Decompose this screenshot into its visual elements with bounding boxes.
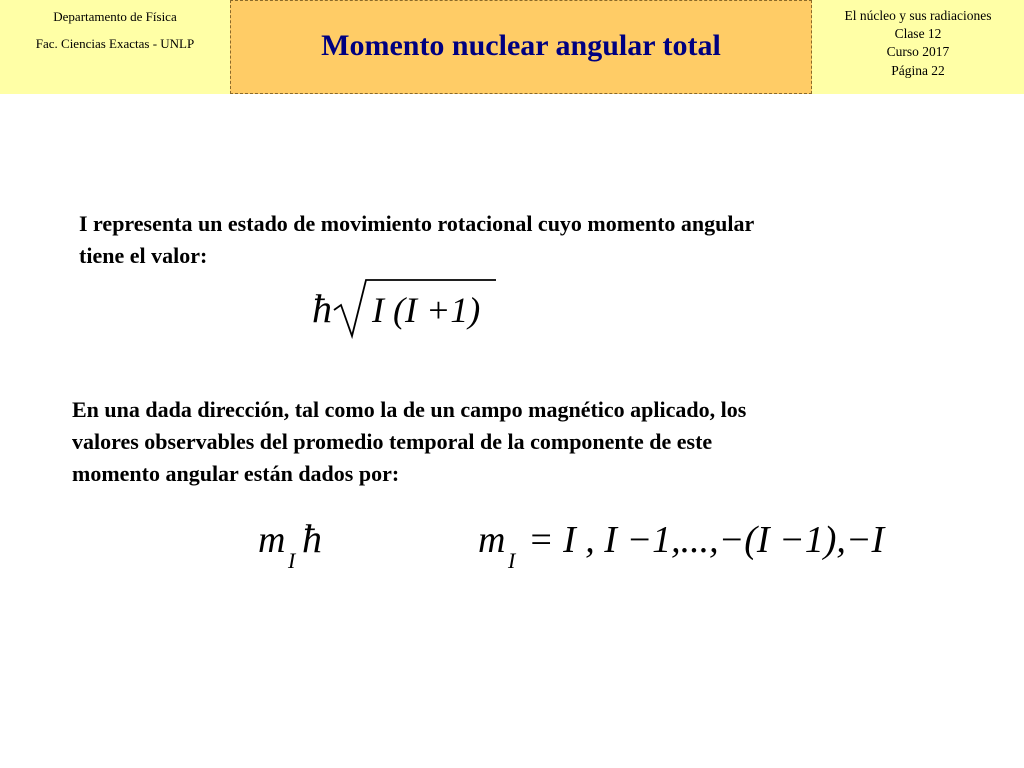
equation-mi-values	[470, 508, 910, 588]
course-year: Curso 2017	[886, 44, 950, 60]
paragraph-line: valores observables del promedio temporal de la componente de este	[72, 429, 713, 454]
department-name: Departamento de Física	[53, 9, 177, 24]
paragraph-line: En una dada dirección, tal como la de un campo magnético aplicado, los	[72, 397, 747, 422]
equation-mi-hbar	[250, 508, 360, 588]
equation-hbar-sqrt	[300, 272, 520, 342]
faculty-name: Fac. Ciencias Exactas - UNLP	[35, 35, 195, 51]
header-title-box	[230, 0, 812, 94]
m-symbol: m	[258, 519, 286, 561]
paragraph-line: I representa un estado de movimiento rotacional cuyo momento angular	[79, 211, 755, 236]
paragraph-angular-momentum	[79, 208, 754, 272]
header-left-box	[0, 0, 230, 94]
m-symbol: m	[478, 519, 506, 561]
sqrt-radicand: I (I +1)	[372, 290, 481, 330]
page-title: Momento nuclear angular total	[321, 29, 721, 62]
subscript-i: I	[288, 548, 296, 573]
subscript-i: I	[508, 548, 516, 573]
paragraph-projection	[72, 394, 746, 490]
paragraph-line: momento angular están dados por:	[72, 461, 400, 486]
course-name: El núcleo y sus radiaciones	[844, 8, 992, 23]
class-number: Clase 12	[894, 26, 942, 42]
mi-values-list: = I , I −1,...,−(I −1),−I	[528, 519, 885, 561]
hbar-symbol: ħ	[302, 516, 322, 561]
paragraph-line: tiene el valor:	[79, 243, 208, 268]
header-right-box	[812, 0, 1024, 94]
hbar-symbol: ħ	[312, 286, 332, 331]
page-number: Página 22	[891, 62, 945, 78]
